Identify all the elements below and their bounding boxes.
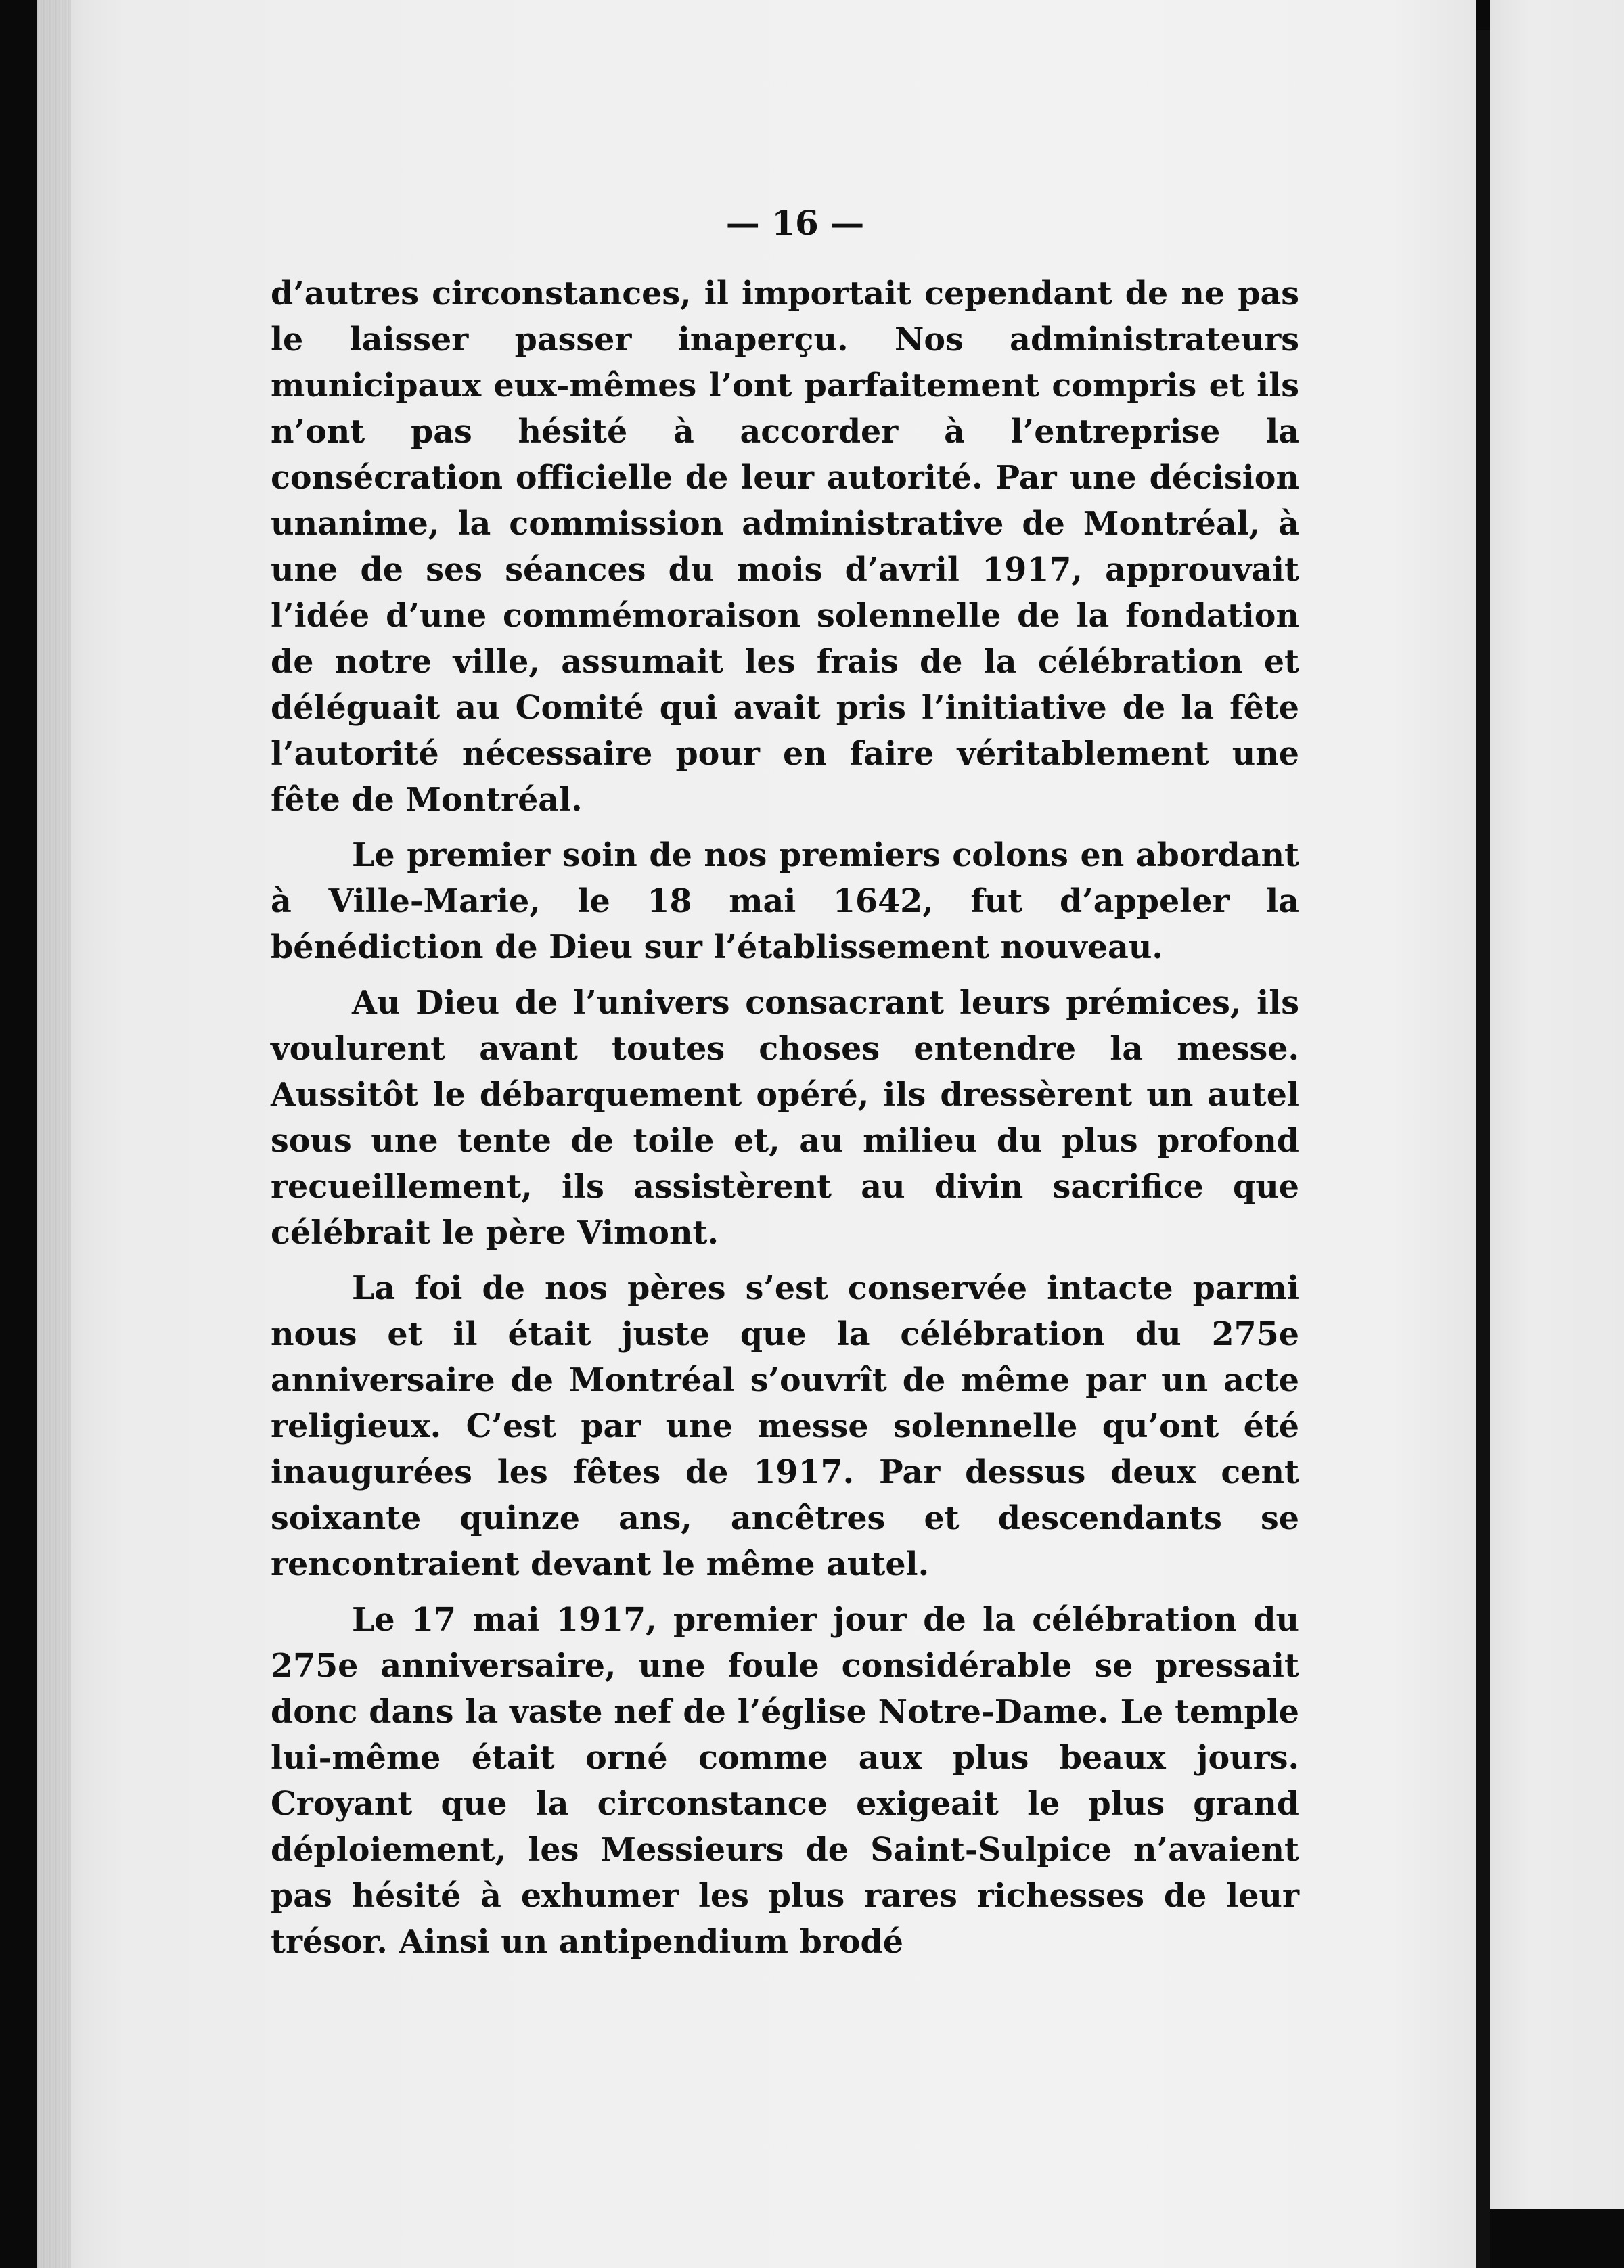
- facing-page-margin: [1490, 0, 1624, 2268]
- paragraph-4: La foi de nos pères s’est conservée intacte parmi nous et il était juste que la célébration du 275e anniversaire de Montréal s’ouvrît de même par un acte religieux. C’est par une messe solennelle qu’ont été inaugurées les fêtes de 1917. Par dessus deux cent soixante quinze ans, ancêtres et descendants se rencontraient devant le même autel.: [271, 1269, 1299, 1583]
- paragraph-2: Le premier soin de nos premiers colons en abordant à Ville-Marie, le 18 mai 1642, fut d’appeler la bénédiction de Dieu sur l’établissement nouveau.: [271, 836, 1299, 966]
- paragraph-3: Au Dieu de l’univers consacrant leurs prémices, ils voulurent avant toutes choses entendre la messe. Aussitôt le débarquement opéré, ils dressèrent un autel sous une tente de toile et, au milieu du plus profond recueillement, ils assistèrent au divin sacrifice que célébrait le père Vimont.: [271, 984, 1299, 1252]
- page-edge-shadow: [37, 0, 71, 2268]
- body-text: [271, 203, 1299, 1965]
- paragraph-1: d’autres circonstances, il importait cependant de ne pas le laisser passer inaperçu. Nos administrateurs municipaux eux-mêmes l’ont parfaitement compris et ils n’ont pas hésité à accorder à l’entreprise la consécration officielle de leur autorité. Par une décision unanime, la commission administrative de Montréal, à une de ses séances du mois d’avril 1917, approuvait l’idée d’une commémoraison solennelle de la fondation de notre ville, assumait les frais de la célébration et déléguait au Comité qui avait pris l’initiative de la fête l’autorité nécessaire pour en faire véritablement une fête de Montréal.: [271, 275, 1299, 819]
- paragraph-5: Le 17 mai 1917, premier jour de la célébration du 275e anniversaire, une foule considérable se pressait donc dans la vaste nef de l’église Notre-Dame. Le temple lui-même était orné comme aux plus beaux jours. Croyant que la circonstance exigeait le plus grand déploiement, les Messieurs de Saint-Sulpice n’avaient pas hésité à exhumer les plus rares richesses de leur trésor. Ainsi un antipendium brodé: [271, 1601, 1299, 1961]
- book-spine: [1476, 30, 1490, 2268]
- page-number: — 16 —: [725, 203, 865, 243]
- scan-border: [1490, 2209, 1624, 2268]
